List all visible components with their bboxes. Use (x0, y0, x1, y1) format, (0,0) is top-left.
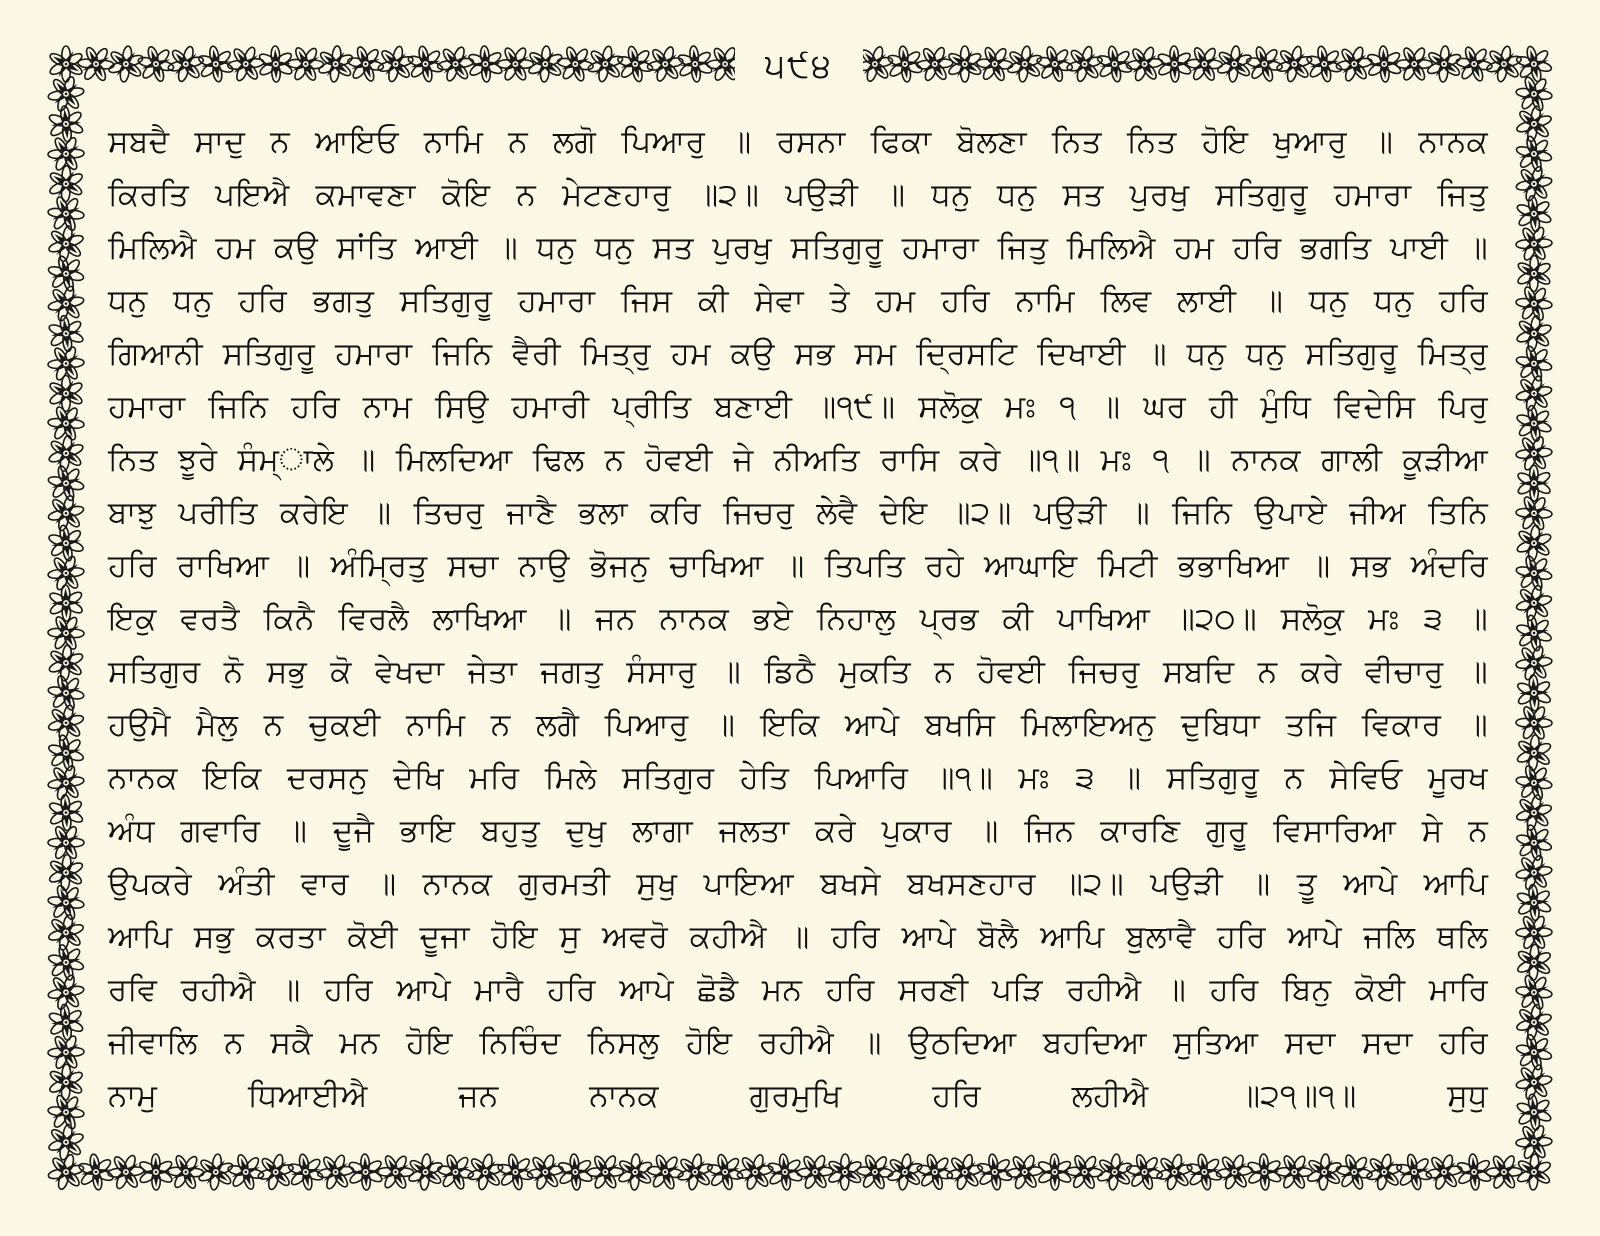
border-flower-icon (37, 874, 95, 932)
text-line: ਰਵਿ ਰਹੀਐ ॥ ਹਰਿ ਆਪੇ ਮਾਰੈ ਹਰਿ ਆਪੇ ਛੋਡੈ ਮਨ ਹਰਿ ਸਰਣੀ ਪੜਿ ਰਹੀਐ ॥ ਹਰਿ ਬਿਨੁ ਕੋਈ ਮਾਰਿ (108, 972, 1488, 1008)
border-flower-icon (1505, 964, 1562, 1021)
border-flower-icon (1505, 754, 1563, 812)
border-flower-icon (1506, 1115, 1561, 1170)
border-flower-icon (1506, 216, 1561, 271)
text-line: ਸਤਿਗੁਰ ਨੋ ਸਭੁ ਕੋ ਵੇਖਦਾ ਜੇਤਾ ਜਗਤੁ ਸੰਸਾਰੁ ॥ ਡਿਠੈ ਮੁਕਤਿ ਨ ਹੋਵਈ ਜਿਚਰੁ ਸਬਦਿ ਨ ਕਰੇ ਵੀਚਾਰੁ ॥ (108, 654, 1488, 690)
border-flower-icon (1505, 335, 1563, 393)
border-flower-icon (39, 336, 94, 391)
border-flower-icon (1512, 1150, 1555, 1193)
border-flower-icon (1086, 35, 1144, 93)
border-flower-icon (46, 44, 87, 85)
text-line: ਮਿਲਿਐ ਹਮ ਕਉ ਸਾਂਤਿ ਆਈ ॥ ਧਨੁ ਧਨੁ ਸਤ ਪੁਰਖੁ ਸਤਿਗੁਰੂ ਹਮਾਰਾ ਜਿਤੁ ਮਿਲਿਐ ਹਮ ਹਰਿ ਭਗਤਿ ਪਾਈ ॥ (108, 230, 1488, 266)
border-flower-icon (1511, 520, 1557, 566)
border-flower-icon (1212, 41, 1257, 86)
border-flower-icon (1295, 35, 1353, 93)
text-line: ਹਰਿ ਰਾਖਿਆ ॥ ਅੰਮ੍ਰਿਤੁ ਸਚਾ ਨਾਉ ਭੋਜਨੁ ਚਾਖਿਆ ॥ ਤਿਪਤਿ ਰਹੇ ਆਘਾਇ ਮਿਟੀ ਭਭਾਖਿਆ ॥ ਸਭ ਅੰਦਰਿ (108, 548, 1488, 584)
border-flower-icon (313, 41, 358, 86)
text-line: ਜੀਵਾਲਿ ਨ ਸਕੈ ਮਨ ਹੋਇ ਨਿਚਿੰਦ ਨਿਸਲੁ ਹੋਇ ਰਹੀਐ ॥ ਉਠਦਿਆ ਬਹਦਿਆ ਸੁਤਿਆ ਸਦਾ ਸਦਾ ਹਰਿ (108, 1025, 1488, 1061)
border-flower-icon (606, 35, 664, 93)
scripture-text-block (108, 116, 1488, 1114)
border-flower-icon (876, 35, 934, 93)
border-flower-icon (45, 1061, 87, 1103)
text-line: ਧਨੁ ਧਨੁ ਹਰਿ ਭਗਤੁ ਸਤਿਗੁਰੂ ਹਮਾਰਾ ਜਿਸ ਕੀ ਸੇਵਾ ਤੇ ਹਮ ਹਰਿ ਨਾਮਿ ਲਿਵ ਲਾਈ ॥ ਧਨੁ ਧਨੁ ਹਰਿ (108, 283, 1488, 319)
border-flower-icon (1505, 275, 1562, 332)
border-flower-icon (40, 966, 93, 1019)
border-flower-icon (37, 664, 95, 722)
text-line: ਉਪਕਰੇ ਅੰਤੀ ਵਾਰ ॥ ਨਾਨਕ ਗੁਰਮਤੀ ਸੁਖੁ ਪਾਇਆ ਬਖਸੇ ਬਖਸਣਹਾਰ ॥੨॥ ਪਉੜੀ ॥ ਤੂ ਆਪੇ ਆਪਿ (108, 866, 1488, 902)
border-flower-icon (42, 1118, 89, 1165)
text-line: ਇਕੁ ਵਰਤੈ ਕਿਨੈ ਵਿਰਲੈ ਲਾਖਿਆ ॥ ਜਨ ਨਾਨਕ ਭਏ ਨਿਹਾਲੁ ਪ੍ਰਭ ਕੀ ਪਾਖਿਆ ॥੨੦॥ ਸਲੋਕੁ ਮਃ ੩ ॥ (108, 601, 1488, 637)
border-flower-icon (1505, 544, 1563, 602)
border-flower-icon (46, 373, 87, 414)
border-flower-icon (37, 1083, 94, 1140)
border-flower-icon (43, 640, 88, 685)
border-flower-icon (44, 851, 88, 895)
border-flower-icon (38, 1024, 93, 1079)
border-flower-icon (457, 36, 514, 93)
text-line: ਹਮਾਰਾ ਜਿਨਿ ਹਰਿ ਨਾਮ ਸਿਉ ਹਮਾਰੀ ਪ੍ਰੀਤਿ ਬਣਾਈ ॥੧੯॥ ਸਲੋਕੁ ਮਃ ੧ ॥ ਘਰ ਹੀ ਮੁੰਧਿ ਵਿਦੇਸਿ ਪਿਰੁ (108, 389, 1488, 425)
text-line: ਗਿਆਨੀ ਸਤਿਗੁਰੂ ਹਮਾਰਾ ਜਿਨਿ ਵੈਰੀ ਮਿਤ੍ਰੁ ਹਮ ਕਉ ਸਭ ਸਮ ਦ੍ਰਿਸਟਿ ਦਿਖਾਈ ॥ ਧਨੁ ਧਨੁ ਸਤਿਗੁਰੂ ਮਿਤ੍ਰੁ (108, 336, 1488, 372)
text-line: ਕਿਰਤਿ ਪਇਐ ਕਮਾਵਣਾ ਕੋਇ ਨ ਮੇਟਣਹਾਰੁ ॥੨॥ ਪਉੜੀ ॥ ਧਨੁ ਧਨੁ ਸਤ ਪੁਰਖੁ ਸਤਿਗੁਰੂ ਹਮਾਰਾ ਜਿਤੁ (108, 177, 1488, 213)
border-flower-icon (37, 933, 95, 991)
border-flower-icon (1508, 846, 1561, 899)
border-flower-icon (523, 42, 567, 86)
text-line: ਹਉਮੈ ਮੈਲੁ ਨ ਚੁਕਈ ਨਾਮਿ ਨ ਲਗੈ ਪਿਆਰੁ ॥ ਇਕਿ ਆਪੇ ਬਖਸਿ ਮਿਲਾਇਅਨੁ ਦੁਬਿਧਾ ਤਜਿ ਵਿਕਾਰ ॥ (108, 707, 1488, 743)
text-line (108, 1123, 1488, 1176)
border-flower-icon (1505, 65, 1562, 122)
text-line: ਬਾਝੁ ਪਰੀਤਿ ਕਰੇਇ ॥ ਤਿਚਰੁ ਜਾਣੈ ਭਲਾ ਕਰਿ ਜਿਚਰੁ ਲੇਵੈ ਦੇਇ ॥੨॥ ਪਉੜੀ ॥ ਜਿਨਿ ਉਪਾਏ ਜੀਅ ਤਿਨਿ (108, 495, 1488, 531)
text-line: ਨਾਨਕ ਇਕਿ ਦਰਸਨੁ ਦੇਖਿ ਮਰਿ ਮਿਲੇ ਸਤਿਗੁਰ ਹੇਤਿ ਪਿਆਰਿ ॥੧॥ ਮਃ ੩ ॥ ਸਤਿਗੁਰੂ ਨ ਸੇਵਿਓ ਮੂਰਖ (108, 760, 1488, 796)
border-flower-icon (45, 163, 87, 205)
text-line: ਆਪਿ ਸਭੁ ਕਰਤਾ ਕੋਈ ਦੂਜਾ ਹੋਇ ਸੁ ਅਵਰੋ ਕਹੀਐ ॥ ਹਰਿ ਆਪੇ ਬੋਲੈ ਆਪਿ ਬੁਲਾਵੈ ਹਰਿ ਆਪੇ ਜਲਿ ਥਲਿ (108, 919, 1488, 955)
border-flower-icon (1422, 42, 1466, 86)
border-flower-icon (37, 245, 95, 303)
text-line: ਸਬਦੈ ਸਾਦੁ ਨ ਆਇਓ ਨਾਮਿ ਨ ਲਗੋ ਪਿਆਰੁ ॥ ਰਸਨਾ ਫਿਕਾ ਬੋਲਣਾ ਨਿਤ ਨਿਤ ਹੋਇ ਖੁਆਰੁ ॥ ਨਾਨਕ (108, 124, 1488, 160)
text-line: ਅੰਧ ਗਵਾਰਿ ॥ ਦੂਜੈ ਭਾਇ ਬਹੁਤੁ ਦੁਖੁ ਲਾਗਾ ਜਲਤਾ ਕਰੇ ਪੁਕਾਰ ॥ ਜਿਨ ਕਾਰਣਿ ਗੁਰੂ ਵਿਸਾਰਿਆ ਸੇ ਨ (108, 813, 1488, 849)
page-number: ੫੯੪ (765, 46, 833, 86)
border-flower-icon (1508, 158, 1560, 210)
border-flower-icon (187, 35, 245, 93)
border-flower-icon (1146, 36, 1202, 92)
border-flower-icon (1512, 941, 1555, 984)
text-line: ਨਾਮੁ ਧਿਆਈਐ ਜਨ ਨਾਨਕ ਗੁਰਮੁਖਿ ਹਰਿ ਲਹੀਐ ॥੨੧॥੧॥ ਸੁਧੁ (108, 1078, 1488, 1114)
border-flower-icon (1505, 125, 1563, 183)
border-flower-icon (37, 454, 95, 512)
border-flower-icon (1508, 1056, 1560, 1108)
border-flower-icon (1513, 253, 1555, 295)
border-flower-icon (38, 126, 93, 181)
border-flower-icon (397, 35, 455, 93)
border-flower-icon (666, 35, 723, 92)
border-flower-icon (37, 185, 94, 242)
text-line: ਨਿਤ ਝੂਰੇ ਸੰਮ੍ਾਲੇ ॥ ਮਿਲਦਿਆ ਢਿਲ ਨ ਹੋਵਈ ਜੇ ਨੀਅਤਿ ਰਾਸਿ ਕਰੇ ॥੧॥ ਮਃ ੧ ॥ ਨਾਨਕ ਗਾਲੀ ਕੂੜੀਆ (108, 442, 1488, 478)
border-flower-icon (247, 36, 303, 92)
border-flower-icon (1512, 731, 1556, 775)
border-flower-icon (38, 395, 95, 452)
border-flower-icon (1505, 1023, 1563, 1081)
border-flower-icon (1356, 36, 1413, 93)
border-flower-icon (944, 44, 985, 85)
